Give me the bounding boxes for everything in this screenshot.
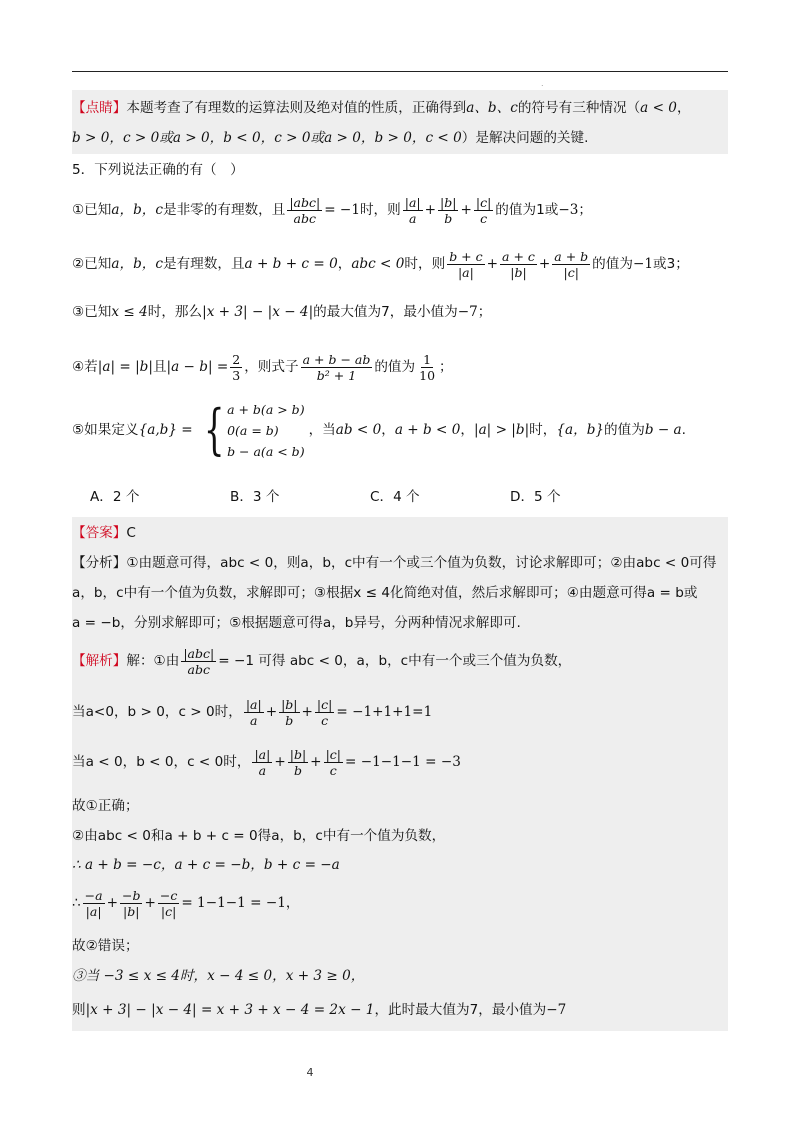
solution-line-6: ∴ a + b = −c，a + c = −b，b + c = −a — [72, 857, 340, 873]
dianjing-cond: a < 0 — [640, 100, 677, 116]
choice-a: A．2 个 — [90, 489, 140, 505]
fraction: $\frac{\text{|abc|}}{\text{abc}}$ — [289, 194, 321, 226]
dianjing-line-1: 【点睛】 本题考查了有理数的运算法则及绝对值的性质，正确得到 a、b、c 的符号有三种情况（ a < 0 ， — [72, 92, 728, 124]
solution-line-9: ③当 −3 ≤ x ≤ 4时，x − 4 ≤ 0，x + 3 ≥ 0， — [72, 968, 365, 984]
statement-3: ③已知 x ≤ 4 时，那么 |x + 3| − |x − 4| 的最大值为7，最小值为 −7 ； — [72, 304, 492, 320]
statement-4: ④若 |a| = |b| 且 |a − b| = $\frac{2}{3}$ ，则式子 $\frac{a + b - ab}{\text{b² + 1}}$ 的值为 $\frac{1}{10}$ ； — [72, 351, 453, 383]
analysis-line-1: 【分析】 ①由题意可得，abc < 0，则a，b，c中有一个或三个值为负数，讨论求解即可；②由abc < 0可得 — [72, 555, 717, 571]
solution-line-3: 当a < 0，b < 0，c < 0时， $\frac{|a|}{a}$ + $\frac{|b|}{b}$ + $\frac{|c|}{c}$ = −1−1−1 = −3 — [72, 746, 461, 778]
answer-choices — [90, 485, 690, 505]
dianjing-vars: a、b、c — [466, 100, 518, 116]
solution-line-2: 当a<0，b > 0，c > 0时， $\frac{|a|}{a}$ + $\frac{|b|}{b}$ + $\frac{|c|}{c}$ = −1+1+1=1 — [72, 696, 433, 728]
statement-5: ⑤如果定义 {a,b} = { a + b(a > b) 0(a = b) b − a(a < b) ，当 ab < 0 ， a + b < 0 ， |a| > |b| 时， {a，b} 的值为 b − a . — [72, 398, 686, 461]
piecewise-definition: { a + b(a > b) 0(a = b) b − a(a < b) — [203, 398, 305, 461]
statement-1: ①已知 a，b，c 是非零的有理数，且 $\frac{\text{|abc|}}{\text{abc}}$ = −1 时，则 $\frac{|a|}{a}$ + $\frac{|b|}{b}$ + $\frac{|c|}{c}$ 的值为1或 −3 ； — [72, 194, 592, 226]
dianjing-text: 本题考查了有理数的运算法则及绝对值的性质，正确得到 — [126, 100, 467, 116]
solution-line-5: ②由abc < 0和a + b + c = 0得a，b，c中有一个值为负数， — [72, 828, 446, 844]
header-mark: . — [541, 79, 544, 88]
solution-line-1: 【解析】 解：①由 $\frac{\text{|abc|}}{\text{abc}}$ = −1 可得 abc < 0，a，b，c中有一个或三个值为负数， — [72, 645, 572, 677]
solution-line-8: 故②错误； — [72, 938, 139, 954]
analysis-line-2: a，b，c中有一个值为负数，求解即可；③根据x ≤ 4化简绝对值，然后求解即可；④由题意可得a = b或 — [72, 585, 698, 601]
answer-line: 【答案】 C — [72, 517, 728, 549]
dianjing-text-tail: 的符号有三种情况（ — [517, 100, 641, 116]
question-title: 5．下列说法正确的有（ ） — [72, 162, 244, 178]
page-number: 4 — [306, 1066, 314, 1079]
choice-c: C．4 个 — [370, 489, 420, 505]
statement-2: ②已知 a，b，c 是有理数，且 a + b + c = 0 ， abc < 0 时，则 $\frac{b + c}{|a|}$ + $\frac{a + c}{|b|}$ + $\frac{a + b}{|c|}$ 的值为 −1 或3； — [72, 248, 689, 280]
header-rule — [72, 71, 728, 72]
choice-d: D．5 个 — [510, 489, 561, 505]
dianjing-tag: 【点睛】 — [72, 100, 127, 116]
solution-line-7: ∴ $\frac{-a}{|a|}$ + $\frac{-b}{|b|}$ + $\frac{-c}{|c|}$ = 1−1−1 = −1， — [72, 887, 300, 919]
analysis-line-3: a = −b，分别求解即可；⑤根据题意可得a，b异号，分两种情况求解即可. — [72, 615, 521, 631]
dianjing-conditions: b > 0，c > 0或a > 0，b < 0，c > 0或a > 0，b > 0，c < 0 — [72, 130, 462, 146]
answer-value: C — [126, 525, 136, 541]
choice-b: B．3 个 — [230, 489, 280, 505]
solution-line-10: 则 |x + 3| − |x − 4| = x + 3 + x − 4 = 2x − 1 ，此时最大值为7，最小值为 −7 — [72, 1002, 567, 1018]
dianjing-line-2 — [72, 122, 728, 154]
solution-line-4: 故①正确； — [72, 798, 139, 814]
dianjing-conclusion: ）是解决问题的关键. — [461, 130, 589, 146]
